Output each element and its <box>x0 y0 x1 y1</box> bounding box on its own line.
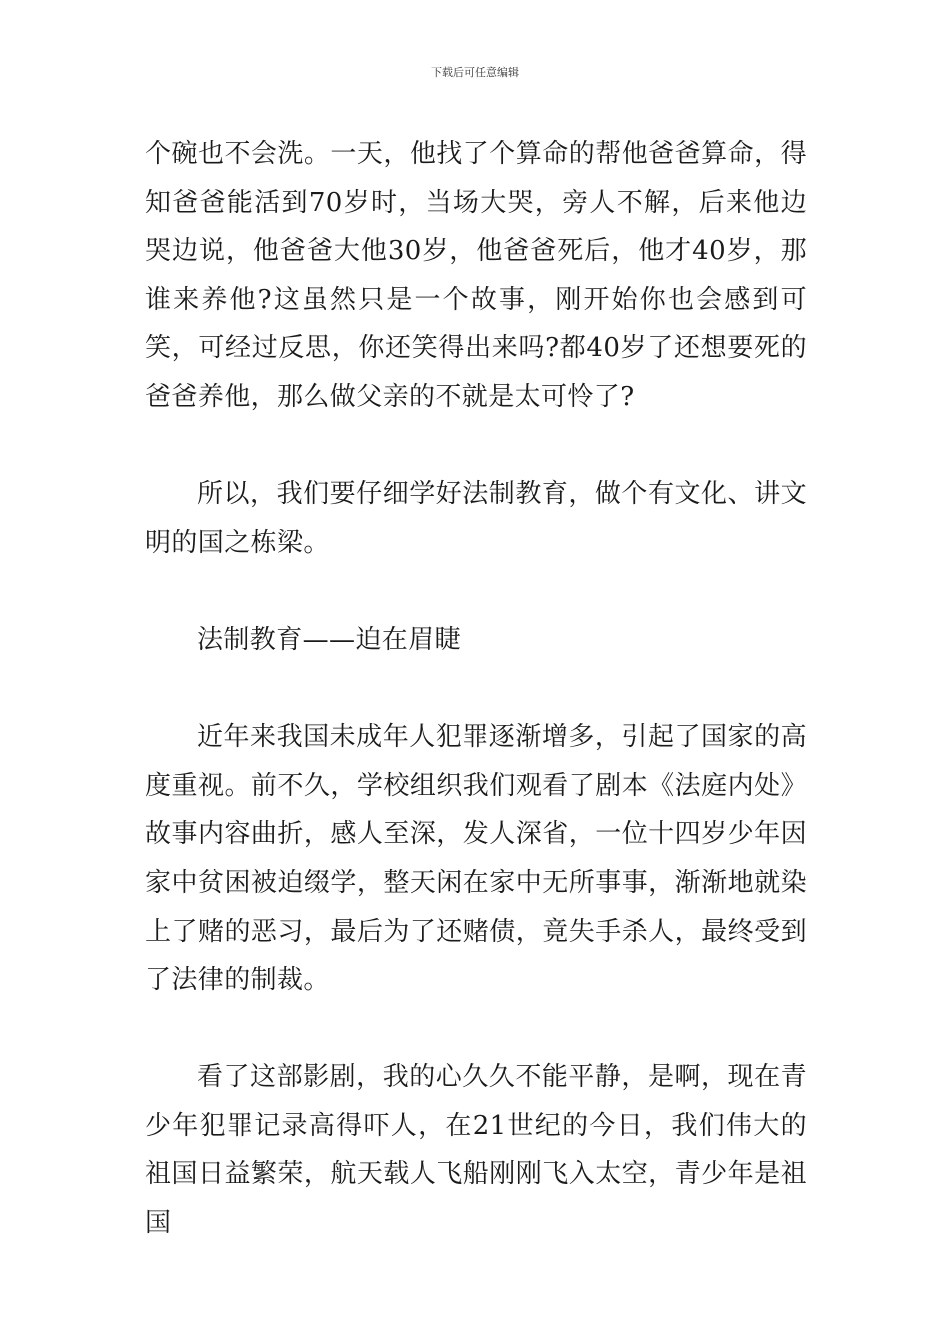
section-title: 法制教育——迫在眉睫 <box>197 624 462 655</box>
page-header: 下载后可任意编辑 <box>431 66 519 79</box>
document-body <box>145 130 807 1248</box>
paragraph-reflection: 看了这部影剧，我的心久久不能平静，是啊，现在青少年犯罪记录高得吓人，在21世纪的今日，我们伟大的祖国日益繁荣，航天载人飞船刚刚飞入太空，青少年是祖国 <box>145 1062 807 1239</box>
paragraph-conclusion: 所以，我们要仔细学好法制教育，做个有文化、讲文明的国之栋梁。 <box>145 479 807 558</box>
paragraph-intro: 近年来我国未成年人犯罪逐渐增多，引起了国家的高度重视。前不久，学校组织我们观看了剧本《法庭内处》故事内容曲折，感人至深，发人深省，一位十四岁少年因家中贫困被迫缀学，整天闲在家中无所事事，渐渐地就染上了赌的恶习，最后为了还赌债，竟失手杀人，最终受到了法律的制裁。 <box>145 722 807 996</box>
paragraph-story-continuation: 个碗也不会洗。一天，他找了个算命的帮他爸爸算命，得知爸爸能活到70岁时，当场大哭，旁人不解，后来他边哭边说，他爸爸大他30岁，他爸爸死后，他才40岁，那谁来养他?这虽然只是一个故事，刚开始你也会感到可笑，可经过反思，你还笑得出来吗?都40岁了还想要死的爸爸养他，那么做父亲的不就是太可怜了? <box>145 139 807 412</box>
